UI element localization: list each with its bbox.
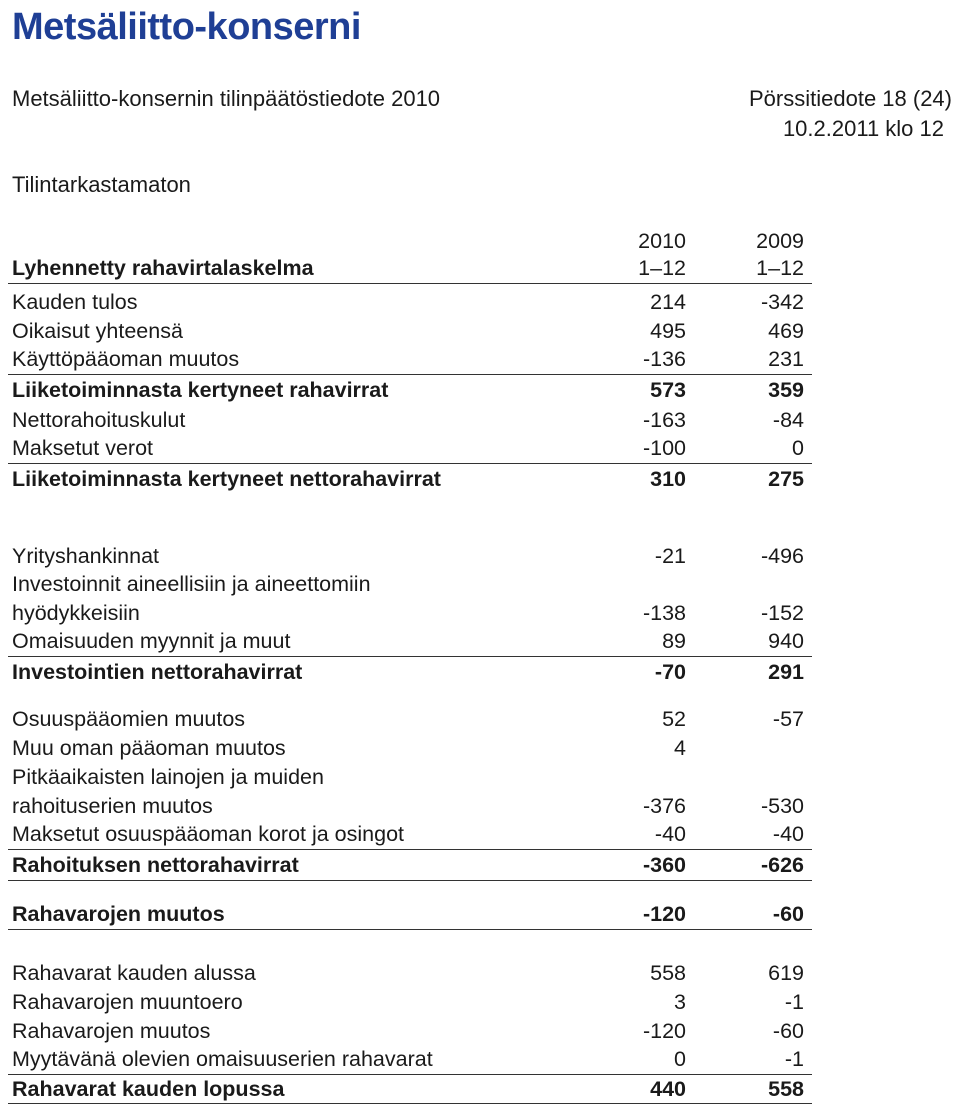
table-row-subtotal — [8, 465, 812, 494]
row-label: Liiketoiminnasta kertyneet nettorahavirrat — [12, 467, 441, 491]
value-2010: 214 — [650, 290, 686, 314]
table-row-subtotal — [8, 376, 812, 405]
release-number: Pörssitiedote 18 (24) — [749, 86, 952, 111]
row-label: Rahavarojen muutos — [12, 1019, 211, 1043]
table-row — [8, 1017, 812, 1046]
row-label: Myytävänä olevien omaisuuserien rahavarat — [12, 1047, 433, 1071]
value-2009: -626 — [760, 853, 804, 877]
table-row — [8, 1045, 812, 1075]
value-2009: 0 — [792, 436, 804, 460]
table-row — [8, 599, 812, 628]
row-label: Rahavarojen muuntoero — [12, 990, 243, 1014]
row-label: rahoituserien muutos — [12, 794, 213, 818]
row-label: Käyttöpääoman muutos — [12, 347, 240, 371]
table-row — [8, 288, 812, 317]
table-row — [8, 988, 812, 1017]
value-2010: -163 — [642, 408, 686, 432]
row-label: Rahavarojen muutos — [12, 902, 225, 926]
value-2009: -342 — [760, 290, 804, 314]
value-2009: 558 — [768, 1077, 804, 1101]
table-row-total — [8, 1075, 812, 1104]
value-2010: -100 — [642, 436, 686, 460]
row-label: Osuuspääomien muutos — [12, 707, 246, 731]
row-label: hyödykkeisiin — [12, 601, 140, 625]
value-2010: -136 — [642, 347, 686, 371]
value-2010: 0 — [674, 1047, 686, 1071]
value-2009: -60 — [772, 902, 804, 926]
table-row — [8, 317, 812, 346]
value-2010: 573 — [650, 378, 686, 402]
value-2009: -1 — [784, 990, 804, 1014]
row-label: Nettorahoituskulut — [12, 408, 186, 432]
value-2010: 3 — [674, 990, 686, 1014]
row-label: Kauden tulos — [12, 290, 138, 314]
value-2009: -152 — [760, 601, 804, 625]
value-2010: -21 — [654, 544, 686, 568]
table-row — [8, 734, 812, 763]
table-row — [8, 959, 812, 988]
row-label: Investointien nettorahavirrat — [12, 660, 303, 684]
value-2010: -40 — [654, 822, 686, 846]
table-header-title — [8, 254, 812, 284]
table-title: Lyhennetty rahavirtalaskelma — [12, 256, 314, 280]
table-row — [8, 570, 812, 599]
document-title: Metsäliitto-konsernin tilinpäätöstiedote 2010 — [12, 86, 441, 111]
col-2009-period: 1–12 — [756, 256, 804, 280]
row-label: Rahavarat kauden lopussa — [12, 1077, 285, 1101]
table-row — [8, 627, 812, 657]
value-2009: -496 — [760, 544, 804, 568]
release-date: 10.2.2011 klo 12 — [782, 116, 944, 141]
value-2009: -60 — [772, 1019, 804, 1043]
value-2010: -376 — [642, 794, 686, 818]
row-label: Rahavarat kauden alussa — [12, 961, 256, 985]
value-2010: -120 — [642, 902, 686, 926]
value-2009: -40 — [772, 822, 804, 846]
row-label: Rahoituksen nettorahavirrat — [12, 853, 299, 877]
value-2010: 52 — [662, 707, 686, 731]
col-2009-year: 2009 — [756, 229, 804, 253]
value-2009: 940 — [768, 629, 804, 653]
audit-note: Tilintarkastamaton — [12, 172, 191, 197]
value-2010: 4 — [674, 736, 686, 760]
table-row — [8, 406, 812, 435]
value-2009: 359 — [768, 378, 804, 402]
value-2010: 310 — [650, 467, 686, 491]
table-row — [8, 542, 812, 571]
value-2009: 231 — [768, 347, 804, 371]
table-header-years — [8, 227, 812, 256]
value-2010: -138 — [642, 601, 686, 625]
value-2009: 291 — [768, 660, 804, 684]
value-2010: -360 — [642, 853, 686, 877]
row-label: Muu oman pääoman muutos — [12, 736, 286, 760]
value-2009: -1 — [784, 1047, 804, 1071]
row-label: Liiketoiminnasta kertyneet rahavirrat — [12, 378, 389, 402]
row-label: Maksetut verot — [12, 436, 153, 460]
col-2010-year: 2010 — [638, 229, 686, 253]
table-row-subtotal — [8, 658, 812, 687]
value-2009: 275 — [768, 467, 804, 491]
row-label: Oikaisut yhteensä — [12, 319, 183, 343]
row-label: Yrityshankinnat — [12, 544, 159, 568]
table-row-subtotal — [8, 851, 812, 881]
value-2009: 469 — [768, 319, 804, 343]
value-2010: -120 — [642, 1019, 686, 1043]
table-row — [8, 820, 812, 850]
value-2010: 495 — [650, 319, 686, 343]
table-row — [8, 792, 812, 821]
value-2010: 89 — [662, 629, 686, 653]
value-2010: 440 — [650, 1077, 686, 1101]
row-label: Omaisuuden myynnit ja muut — [12, 629, 291, 653]
company-logo: Metsäliitto-konserni — [12, 6, 361, 48]
value-2010: -70 — [654, 660, 686, 684]
row-label: Maksetut osuuspääoman korot ja osingot — [12, 822, 405, 846]
table-row — [8, 763, 812, 792]
table-row — [8, 345, 812, 375]
value-2009: -84 — [772, 408, 804, 432]
table-row-total — [8, 900, 812, 930]
row-label: Investoinnit aineellisiin ja aineettomiin — [12, 572, 371, 596]
value-2009: 619 — [768, 961, 804, 985]
value-2009: -530 — [760, 794, 804, 818]
table-row — [8, 434, 812, 464]
col-2010-period: 1–12 — [638, 256, 686, 280]
table-row — [8, 705, 812, 734]
value-2009: -57 — [772, 707, 804, 731]
row-label: Pitkäaikaisten lainojen ja muiden — [12, 765, 324, 789]
value-2010: 558 — [650, 961, 686, 985]
